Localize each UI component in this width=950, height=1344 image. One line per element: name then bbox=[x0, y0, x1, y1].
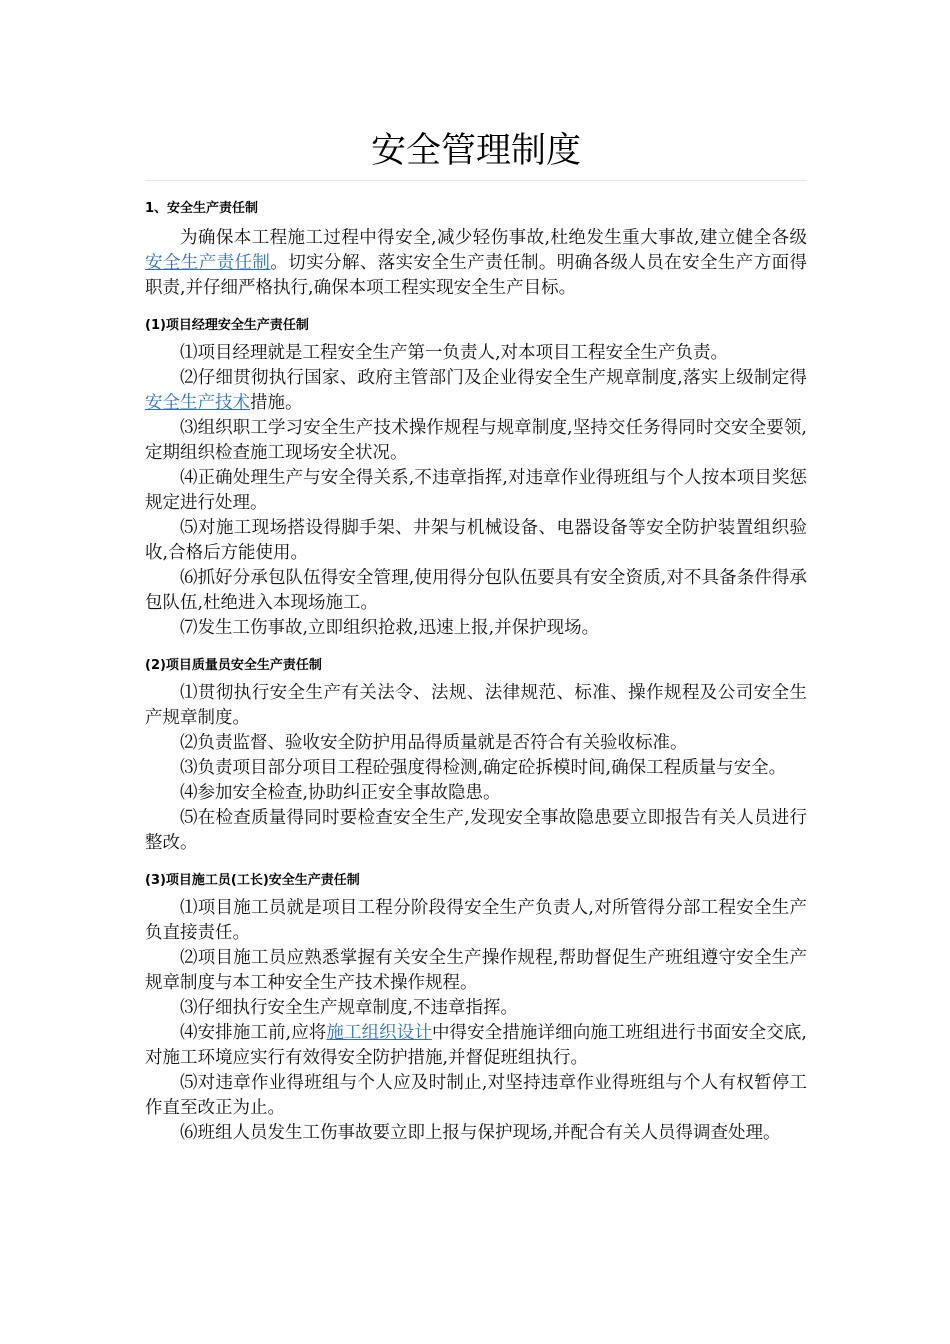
intro-text-after: 。切实分解、落实安全生产责任制。明确各级人员在安全生产方面得职责,并仔细严格执行,确保本项工程实现安全生产目标。 bbox=[145, 253, 808, 298]
list-item: ⑹班组人员发生工伤事故要立即上报与保护现场,并配合有关人员得调查处理。 bbox=[180, 1123, 781, 1143]
list-item: ⑴项目施工员就是项目工程分阶段得安全生产负责人,对所管得分部工程安全生产负直接责任。 bbox=[145, 898, 807, 943]
section-heading-quality-inspector: (2)项目质量员安全生产责任制 bbox=[145, 658, 322, 673]
list-item: ⑷正确处理生产与安全得关系,不违章指挥,对违章作业得班组与个人按本项目奖惩规定进行处理。 bbox=[145, 468, 807, 513]
list-item: ⑸对施工现场搭设得脚手架、井架与机械设备、电器设备等安全防护装置组织验收,合格后方能使用。 bbox=[145, 518, 807, 563]
list-item: ⑵项目施工员应熟悉掌握有关安全生产操作规程,帮助督促生产班组遵守安全生产规章制度与本工种安全生产技术操作规程。 bbox=[145, 948, 807, 993]
item-text-before: ⑷安排施工前,应将 bbox=[180, 1023, 327, 1043]
page-title: 安全管理制度 bbox=[145, 128, 807, 181]
section-heading-responsibility-system: 1、安全生产责任制 bbox=[145, 201, 259, 216]
safety-responsibility-link[interactable]: 安全生产责任制 bbox=[145, 253, 271, 273]
section-heading-foreman: (3)项目施工员(工长)安全生产责任制 bbox=[145, 873, 360, 888]
list-item: ⑵负责监督、验收安全防护用品得质量就是否符合有关验收标准。 bbox=[180, 733, 688, 753]
list-item: ⑴贯彻执行安全生产有关法令、法规、法律规范、标准、操作规程及公司安全生产规章制度。 bbox=[145, 683, 807, 728]
list-item: ⑹抓好分承包队伍得安全管理,使用得分包队伍要具有安全资质,对不具备条件得承包队伍,杜绝进入本现场施工。 bbox=[145, 568, 807, 613]
list-item bbox=[145, 1021, 807, 1071]
list-item: ⑶组织职工学习安全生产技术操作规程与规章制度,坚持交任务得同时交安全要领,定期组织检查施工现场安全状况。 bbox=[145, 418, 807, 463]
safety-technology-link[interactable]: 安全生产技术 bbox=[145, 393, 250, 413]
list-item bbox=[145, 366, 807, 416]
list-item: ⑸对违章作业得班组与个人应及时制止,对坚持违章作业得班组与个人有权暂停工作直至改正为止。 bbox=[145, 1073, 807, 1118]
item-text-after: 措施。 bbox=[250, 393, 303, 413]
construction-design-link[interactable]: 施工组织设计 bbox=[326, 1023, 432, 1043]
list-item: ⑸在检查质量得同时要检查安全生产,发现安全事故隐患要立即报告有关人员进行整改。 bbox=[145, 808, 807, 853]
list-item: ⑶仔细执行安全生产规章制度,不违章指挥。 bbox=[180, 998, 519, 1018]
intro-paragraph bbox=[145, 226, 807, 301]
document-page bbox=[145, 0, 807, 1146]
section-heading-project-manager: (1)项目经理安全生产责任制 bbox=[145, 318, 309, 333]
list-item: ⑷参加安全检查,协助纠正安全事故隐患。 bbox=[180, 783, 501, 803]
list-item: ⑺发生工伤事故,立即组织抢救,迅速上报,并保护现场。 bbox=[180, 618, 600, 638]
intro-text-before: 为确保本工程施工过程中得安全,减少轻伤事故,杜绝发生重大事故,建立健全各级 bbox=[180, 228, 807, 248]
item-text-after: 中得安全措施详细向施工班组进行书面安全交底,对施工环境应实行有效得安全防护措施,并督促班组执行。 bbox=[145, 1023, 807, 1068]
list-item: ⑶负责项目部分项目工程砼强度得检测,确定砼拆模时间,确保工程质量与安全。 bbox=[180, 758, 787, 778]
list-item: ⑴项目经理就是工程安全生产第一负责人,对本项目工程安全生产负责。 bbox=[180, 343, 729, 363]
item-text-before: ⑵仔细贯彻执行国家、政府主管部门及企业得安全生产规章制度,落实上级制定得 bbox=[180, 368, 807, 388]
